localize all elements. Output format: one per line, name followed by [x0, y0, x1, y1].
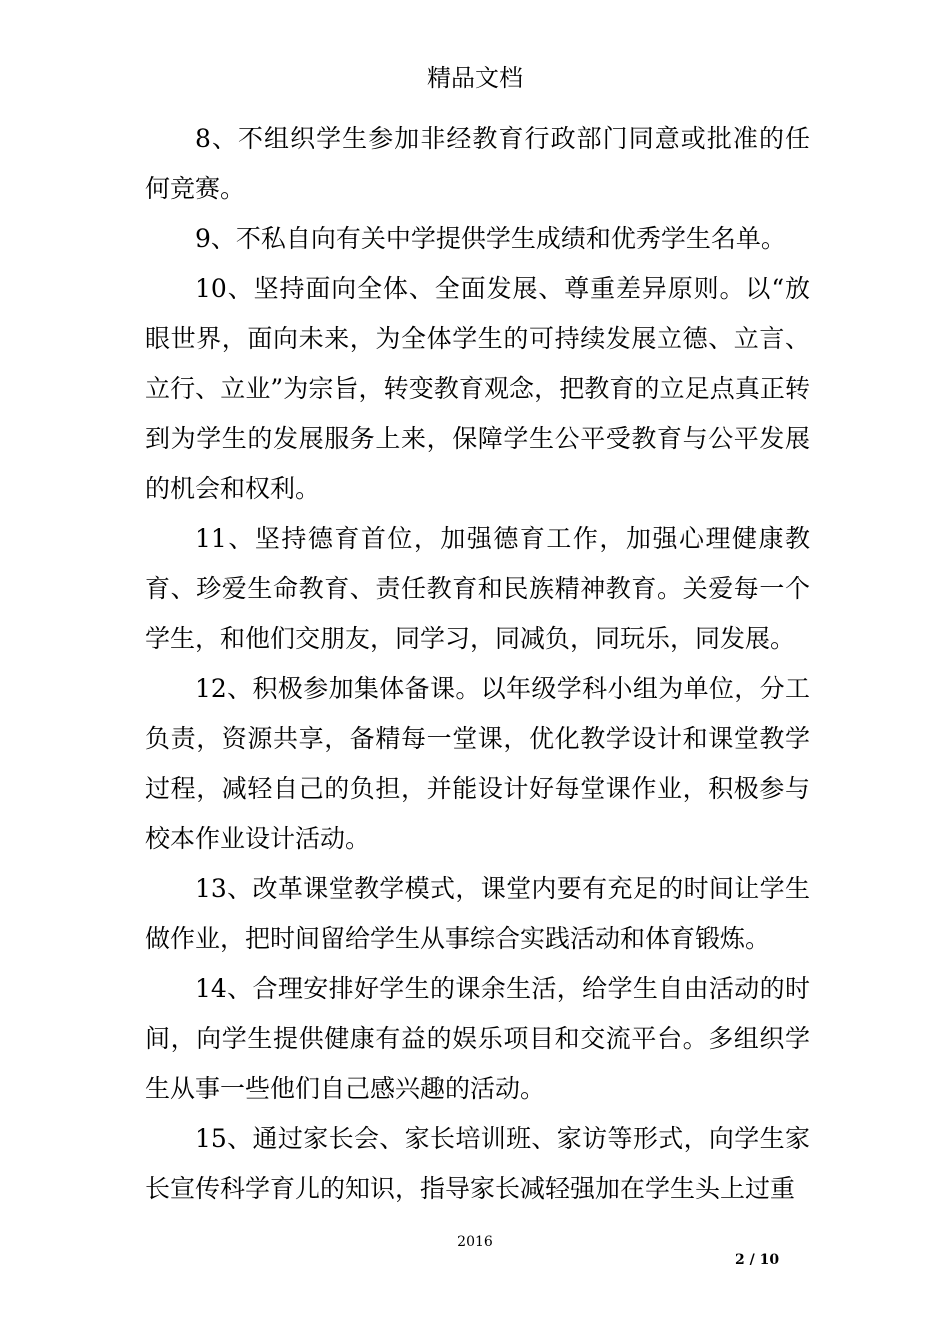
paragraph-14: 14、合理安排好学生的课余生活，给学生自由活动的时间，向学生提供健康有益的娱乐项目和交流平台。多组织学生从事一些他们自己感兴趣的活动。: [145, 974, 810, 1103]
page-header-title: 精品文档: [427, 64, 523, 92]
paragraph-13: 13、改革课堂教学模式，课堂内要有充足的时间让学生做作业，把时间留给学生从事综合实践活动和体育锻炼。: [145, 874, 810, 953]
paragraph-8: 8、不组织学生参加非经教育行政部门同意或批准的任何竞赛。: [145, 124, 810, 203]
paragraph-12: 12、积极参加集体备课。以年级学科小组为单位，分工负责，资源共享，备精每一堂课，优化教学设计和课堂教学过程，减轻自己的负担，并能设计好每堂课作业，积极参与校本作业设计活动。: [145, 674, 810, 853]
page-number: 2 / 10: [735, 1252, 780, 1268]
paragraph-15: 15、通过家长会、家长培训班、家访等形式，向学生家长宣传科学育儿的知识，指导家长减轻强加在学生头上过重: [145, 1124, 810, 1203]
paragraph-11: 11、坚持德育首位，加强德育工作，加强心理健康教育、珍爱生命教育、责任教育和民族精神教育。关爱每一个学生，和他们交朋友，同学习，同减负，同玩乐，同发展。: [145, 524, 810, 653]
footer-year: 2016: [457, 1234, 493, 1250]
document-body: [145, 114, 810, 1214]
paragraph-10: 10、坚持面向全体、全面发展、尊重差异原则。以“放眼世界，面向未来，为全体学生的可持续发展立德、立言、立行、立业”为宗旨，转变教育观念，把教育的立足点真正转到为学生的发展服务上来，保障学生公平受教育与公平发展的机会和权利。: [145, 274, 810, 503]
paragraph-9: 9、不私自向有关中学提供学生成绩和优秀学生名单。: [195, 224, 786, 253]
